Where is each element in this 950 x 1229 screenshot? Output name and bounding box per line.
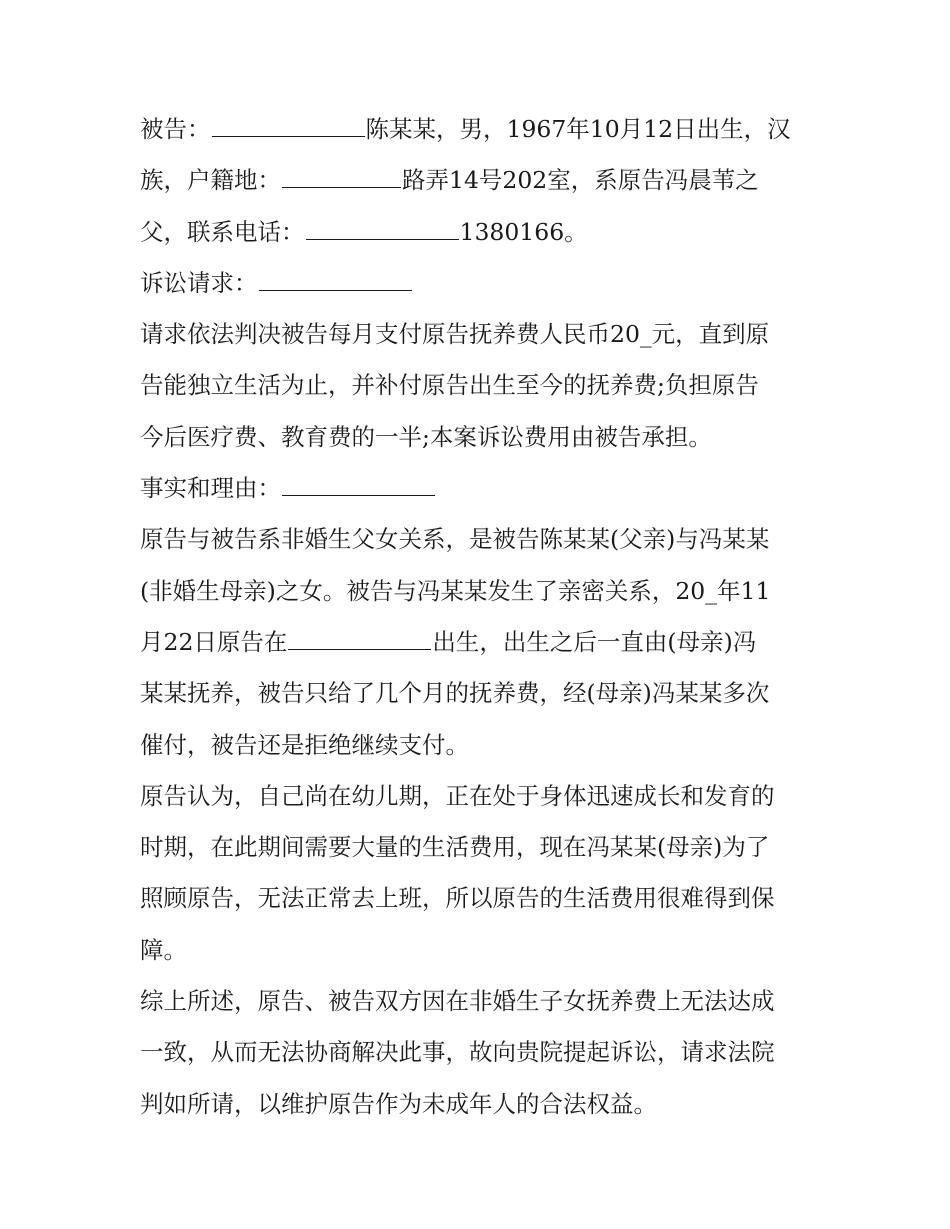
phone-label: 父，联系电话： (140, 217, 305, 246)
paragraph-text: 原告与被告系非婚生父女关系，是被告陈某某(父亲)与冯某某 (140, 525, 770, 554)
conclusion-line-2 (140, 1027, 820, 1078)
paragraph-text: 判如所请，以维护原告作为未成年人的合法权益。 (140, 1089, 657, 1118)
facts-heading (140, 463, 820, 514)
reason-line-1 (140, 771, 820, 822)
phone-number: 1380166。 (459, 217, 588, 246)
paragraph-text: 出生，出生之后一直由(母亲)冯 (432, 627, 757, 656)
facts-line-4 (140, 668, 820, 719)
paragraph-text: 时期，在此期间需要大量的生活费用，现在冯某某(母亲)为了 (140, 833, 770, 862)
blank-field (306, 238, 459, 240)
paragraph-text: 障。 (140, 935, 187, 964)
paragraph-text: 催付，被告还是拒绝继续支付。 (140, 730, 469, 759)
document-body (140, 104, 820, 1130)
blank-field (282, 186, 401, 188)
household-address: 路弄14号202室，系原告冯晨苇之 (402, 166, 759, 195)
facts-line-5 (140, 720, 820, 771)
blank-field (288, 648, 431, 650)
claims-label: 诉讼请求： (140, 268, 258, 297)
reason-line-4 (140, 925, 820, 976)
paragraph-text: 照顾原告，无法正常去上班，所以原告的生活费用很难得到保 (140, 884, 775, 913)
claims-heading (140, 258, 820, 309)
conclusion-line-3 (140, 1079, 820, 1130)
facts-line-1 (140, 514, 820, 565)
defendant-label: 被告： (140, 115, 211, 143)
paragraph-text: (非婚生母亲)之女。被告与冯某某发生了亲密关系，20_年11 (140, 576, 771, 605)
facts-label: 事实和理由： (140, 474, 281, 503)
paragraph-text: 一致，从而无法协商解决此事，故向贵院提起诉讼，请求法院 (140, 1038, 775, 1067)
paragraph-text: 原告认为，自己尚在幼儿期，正在处于身体迅速成长和发育的 (140, 781, 775, 810)
blank-field (212, 135, 365, 137)
paragraph-text: 告能独立生活为止，并补付原告出生至今的抚养费;负担原告 (140, 371, 759, 400)
claims-line-3 (140, 412, 820, 463)
paragraph-text: 请求依法判决被告每月支付原告抚养费人民币20_元，直到原 (140, 320, 770, 349)
paragraph-text: 月22日原告在 (140, 627, 288, 656)
blank-field (259, 289, 412, 291)
facts-line-2 (140, 566, 820, 617)
claims-line-2 (140, 360, 820, 411)
reason-line-2 (140, 822, 820, 873)
paragraph-text: 今后医疗费、教育费的一半;本案诉讼费用由被告承担。 (140, 422, 712, 451)
blank-field (282, 494, 435, 496)
paragraph-text: 某某抚养，被告只给了几个月的抚养费，经(母亲)冯某某多次 (140, 679, 770, 708)
defendant-info: 陈某某，男，1967年10月12日出生，汉 (365, 115, 791, 143)
defendant-line-1 (140, 104, 820, 155)
facts-line-3 (140, 617, 820, 668)
paragraph-text: 综上所述，原告、被告双方因在非婚生子女抚养费上无法达成 (140, 987, 775, 1016)
defendant-line-3 (140, 207, 820, 258)
household-label: 族，户籍地： (140, 166, 281, 195)
defendant-line-2 (140, 155, 820, 206)
claims-line-1 (140, 309, 820, 360)
conclusion-line-1 (140, 976, 820, 1027)
reason-line-3 (140, 873, 820, 924)
